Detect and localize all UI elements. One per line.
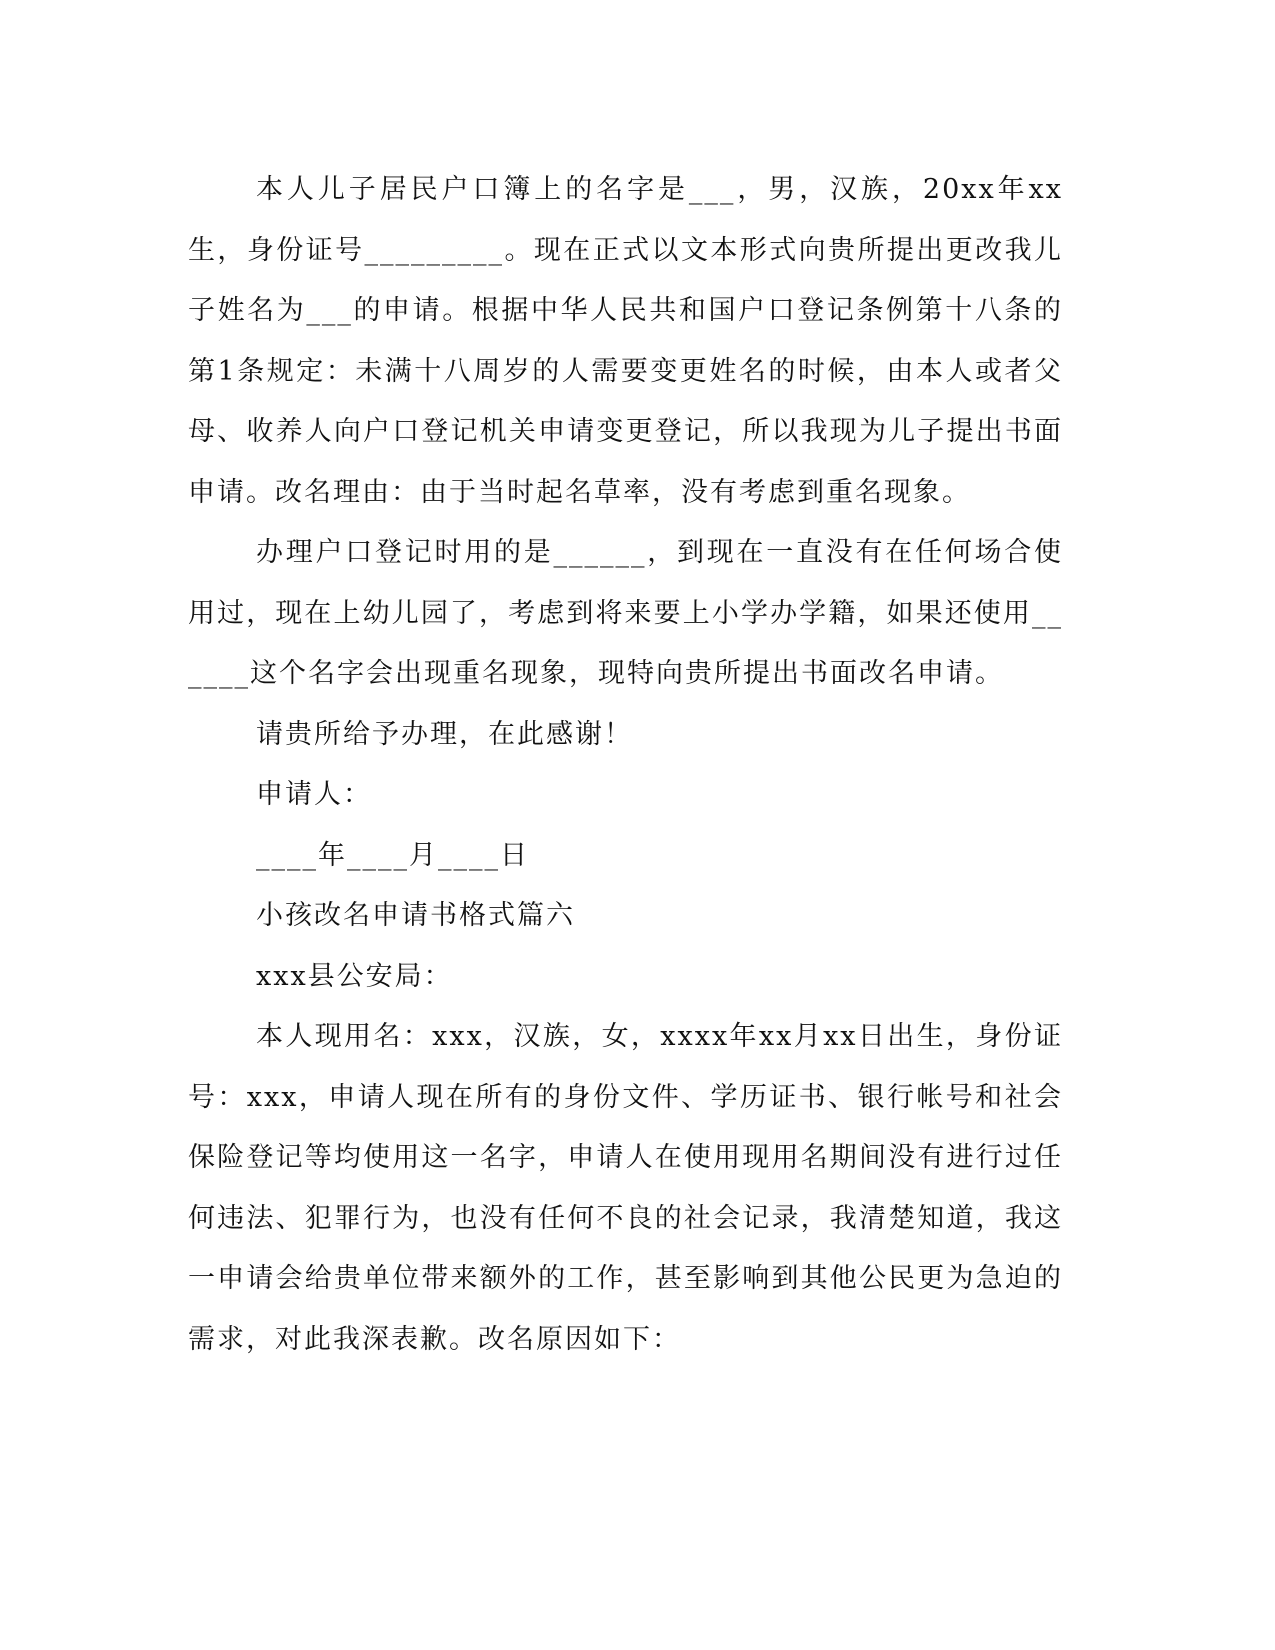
paragraph-registration-reason: 办理户口登记时用的是______，到现在一直没有在任何场合使用过，现在上幼儿园了，考虑到将来要上小学办学籍，如果还使用______这个名字会出现重名现象，现特向贵所提出书面改名申请。 bbox=[188, 537, 1063, 689]
section-heading: 小孩改名申请书格式篇六 bbox=[256, 900, 575, 931]
paragraph-current-name-statement: 本人现用名：xxx，汉族，女，xxxx年xx月xx日出生，身份证号：xxx，申请人现在所有的身份文件、学历证书、银行帐号和社会保险登记等均使用这一名字，申请人在使用现用名期间没有进行过任何违法、犯罪行为，也没有任何不良的社会记录，我清楚知道，我这一申请会给贵单位带来额外的工作，甚至影响到其他公民更为急迫的需求，对此我深表歉。改名原因如下： bbox=[188, 1021, 1063, 1355]
date-line: ____年____月____日 bbox=[256, 839, 529, 871]
paragraph-son-name-change-request: 本人儿子居民户口簿上的名字是___，男，汉族，20xx年xx生，身份证号_________。现在正式以文本形式向贵所提出更改我儿子姓名为___的申请。根据中华人民共和国户口登记条例第十八条的第1条规定：未满十八周岁的人需要变更姓名的时候，由本人或者父母、收养人向户口登记机关申请变更登记，所以我现为儿子提出书面申请。改名理由：由于当时起名草率，没有考虑到重名现象。 bbox=[188, 174, 1063, 508]
paragraph-thanks: 请贵所给予办理，在此感谢！ bbox=[256, 718, 633, 750]
applicant-label: 申请人： bbox=[256, 779, 372, 810]
recipient-line: xxx县公安局： bbox=[256, 960, 453, 992]
document-body bbox=[188, 160, 1063, 1370]
